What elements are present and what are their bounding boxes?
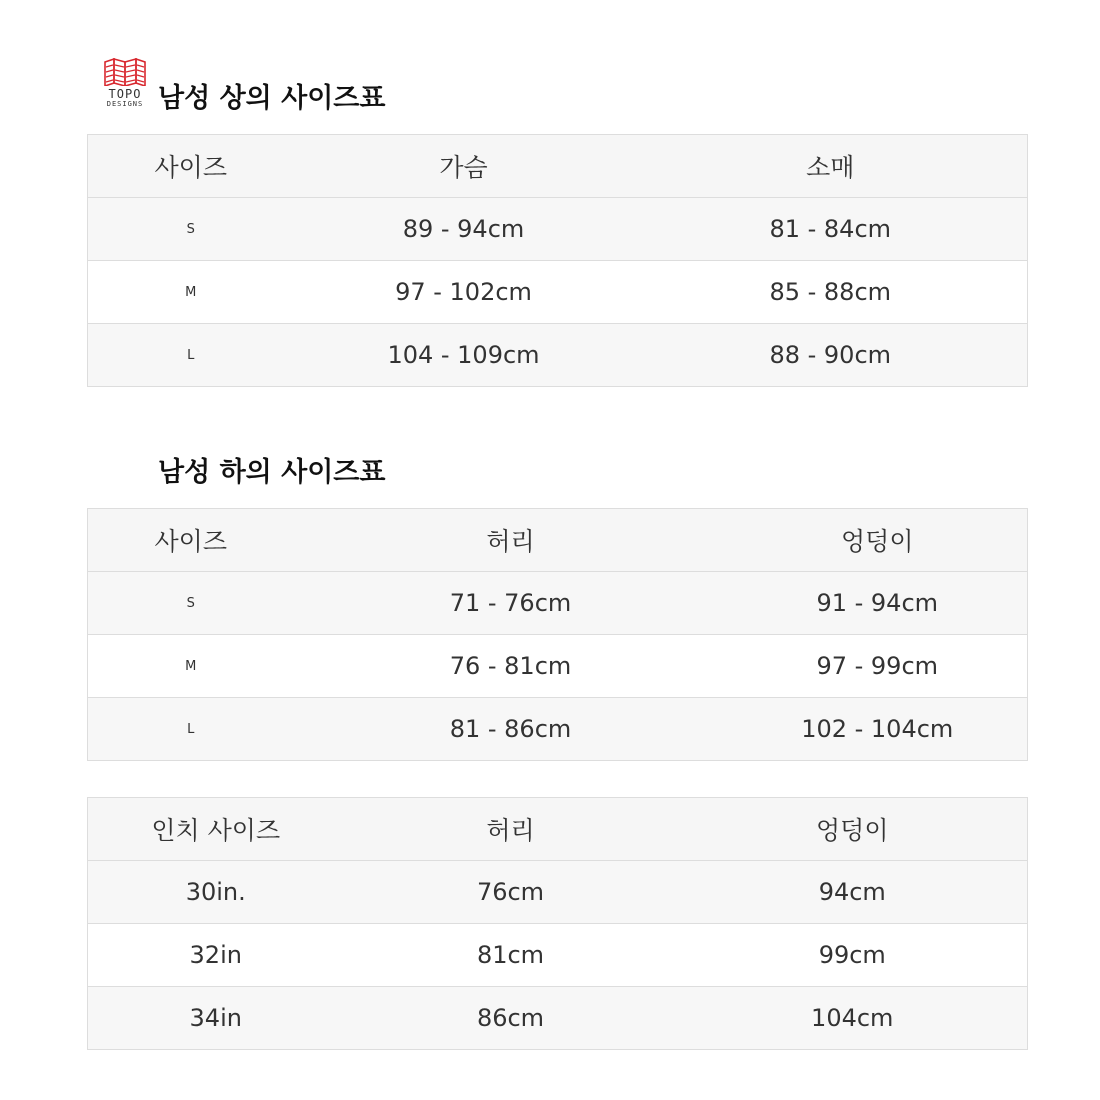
table-row — [88, 635, 1028, 698]
size-cell: S — [88, 572, 294, 635]
column-header: 소매 — [634, 135, 1028, 198]
tops-size-title: 남성 상의 사이즈표 — [158, 83, 386, 114]
size-cell: S — [88, 198, 294, 261]
map-logo-icon — [103, 58, 147, 86]
table-row — [88, 924, 1028, 987]
brand-logo-line1: TOPO — [108, 87, 142, 101]
table-row — [88, 261, 1028, 324]
inch-size-cell: 32in — [88, 924, 344, 987]
chest-cell: 97 - 102cm — [294, 261, 634, 324]
table-row — [88, 987, 1028, 1050]
waist-cell: 76cm — [344, 861, 678, 924]
column-header: 허리 — [344, 798, 678, 861]
sleeve-cell: 88 - 90cm — [634, 324, 1028, 387]
column-header: 엉덩이 — [728, 509, 1028, 572]
size-cell: L — [88, 324, 294, 387]
column-header: 엉덩이 — [678, 798, 1028, 861]
waist-cell: 81 - 86cm — [294, 698, 728, 761]
column-header: 사이즈 — [88, 135, 294, 198]
size-cell: M — [88, 261, 294, 324]
table-row — [88, 324, 1028, 387]
chest-cell: 89 - 94cm — [294, 198, 634, 261]
table-row — [88, 698, 1028, 761]
hip-cell: 104cm — [678, 987, 1028, 1050]
chest-cell: 104 - 109cm — [294, 324, 634, 387]
sleeve-cell: 81 - 84cm — [634, 198, 1028, 261]
tops-size-table — [87, 134, 1028, 387]
inch-size-cell: 34in — [88, 987, 344, 1050]
hip-cell: 91 - 94cm — [728, 572, 1028, 635]
inch-size-cell: 30in. — [88, 861, 344, 924]
column-header: 허리 — [294, 509, 728, 572]
waist-cell: 76 - 81cm — [294, 635, 728, 698]
waist-cell: 81cm — [344, 924, 678, 987]
hip-cell: 97 - 99cm — [728, 635, 1028, 698]
size-cell: M — [88, 635, 294, 698]
inch-size-table — [87, 797, 1028, 1050]
table-row — [88, 198, 1028, 261]
bottoms-size-table — [87, 508, 1028, 761]
hip-cell: 102 - 104cm — [728, 698, 1028, 761]
table-row — [88, 572, 1028, 635]
brand-logo-line2: DESIGNS — [106, 100, 144, 108]
hip-cell: 94cm — [678, 861, 1028, 924]
table-row — [88, 861, 1028, 924]
waist-cell: 71 - 76cm — [294, 572, 728, 635]
table-header-row — [88, 135, 1028, 198]
table-header-row — [88, 509, 1028, 572]
column-header: 인치 사이즈 — [88, 798, 344, 861]
column-header: 가슴 — [294, 135, 634, 198]
hip-cell: 99cm — [678, 924, 1028, 987]
bottoms-size-title: 남성 하의 사이즈표 — [158, 457, 386, 488]
waist-cell: 86cm — [344, 987, 678, 1050]
table-header-row — [88, 798, 1028, 861]
size-cell: L — [88, 698, 294, 761]
brand-logo — [103, 58, 147, 116]
column-header: 사이즈 — [88, 509, 294, 572]
sleeve-cell: 85 - 88cm — [634, 261, 1028, 324]
